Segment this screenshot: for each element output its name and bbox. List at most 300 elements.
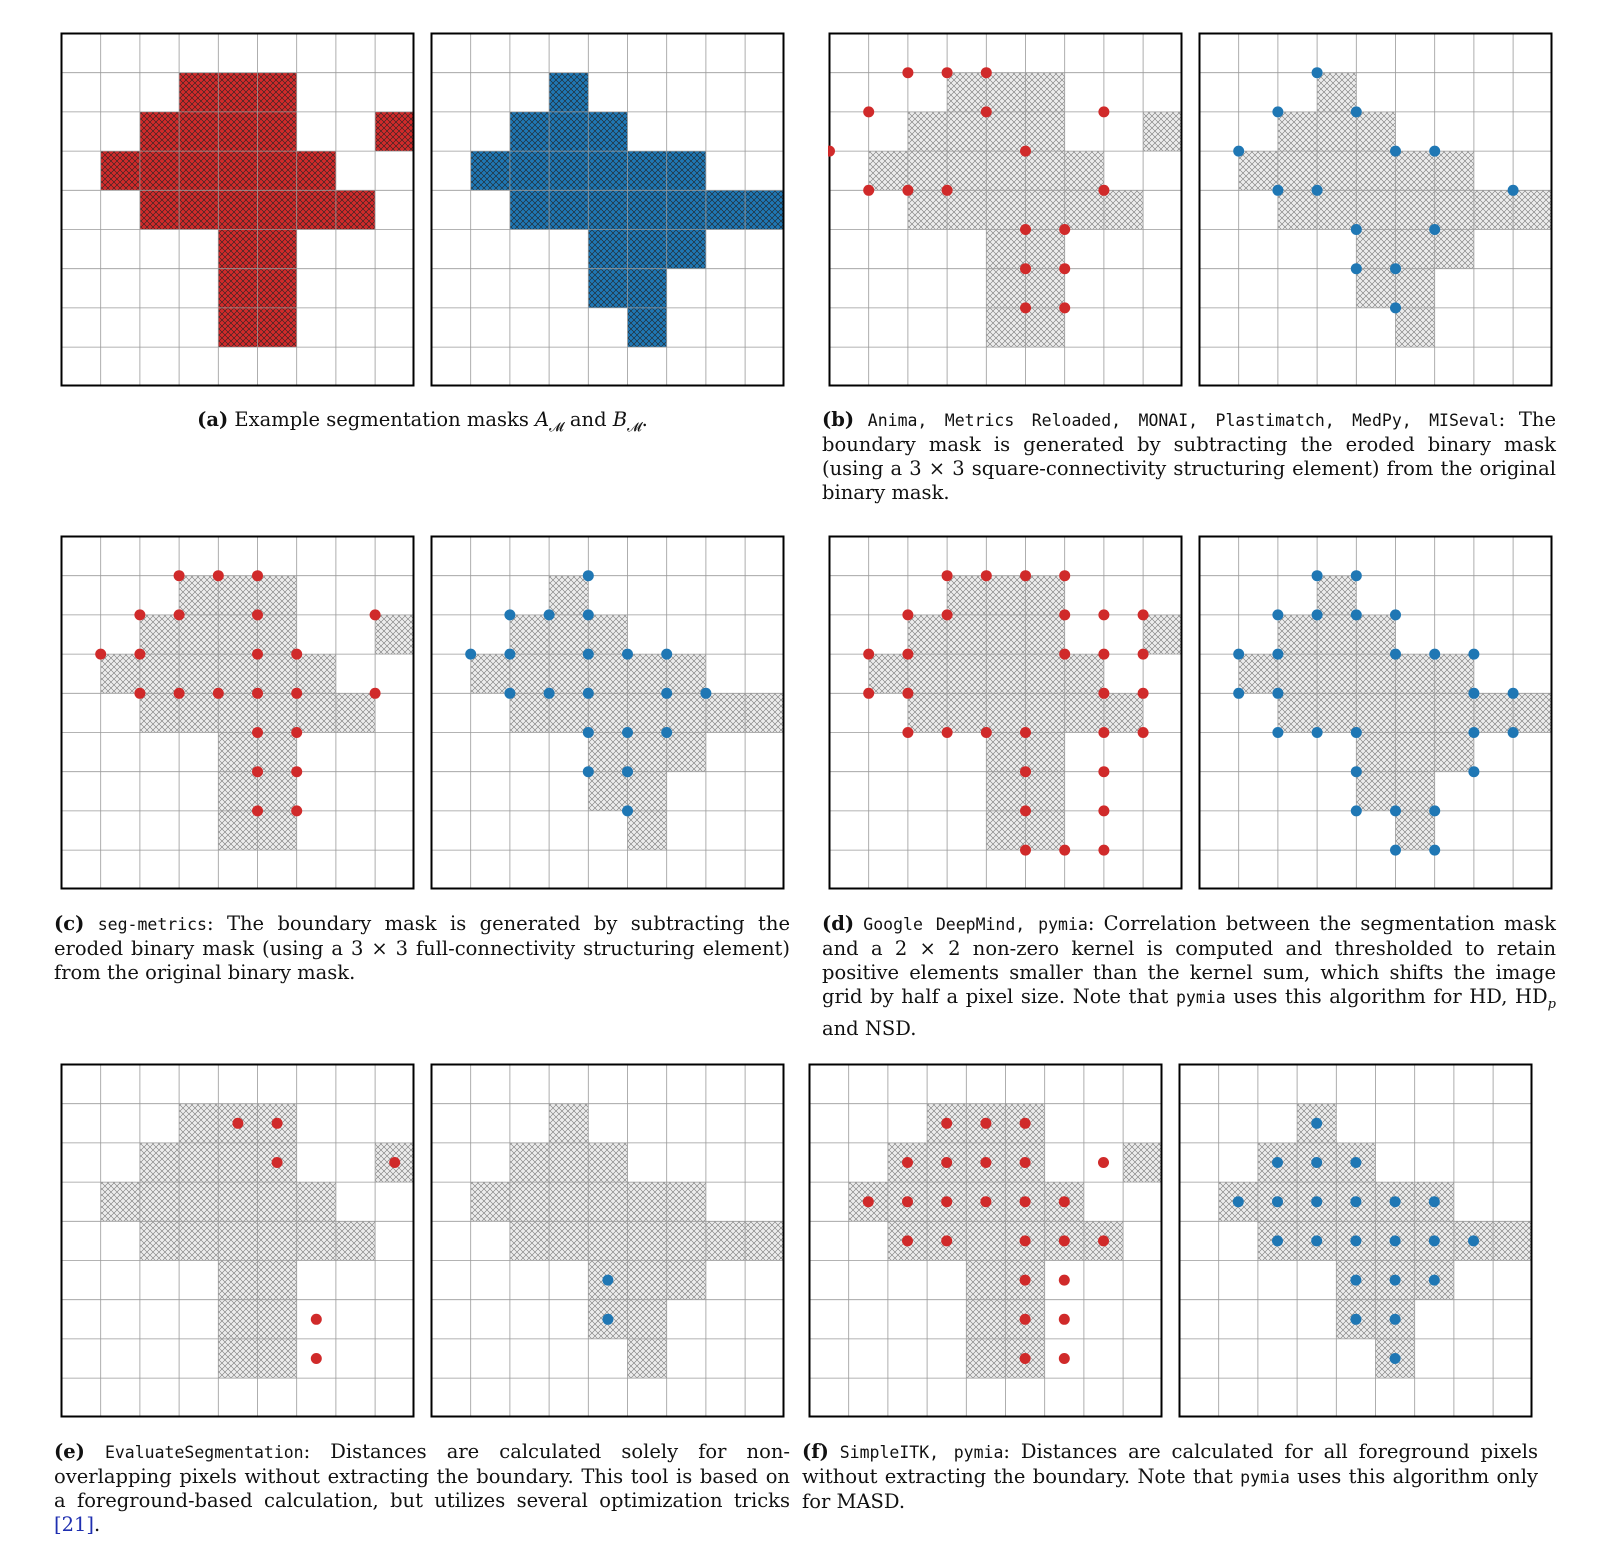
mask-cell bbox=[258, 1300, 297, 1339]
boundary-dot bbox=[902, 649, 913, 660]
mask-cell bbox=[258, 772, 297, 811]
mask-cell bbox=[179, 693, 218, 732]
mask-cell bbox=[140, 151, 179, 190]
boundary-dot bbox=[583, 688, 594, 699]
boundary-dot bbox=[863, 106, 874, 117]
boundary-dot bbox=[980, 1118, 991, 1129]
boundary-dot bbox=[1098, 1235, 1109, 1246]
mask-cell bbox=[908, 654, 947, 693]
boundary-dot bbox=[1272, 609, 1283, 620]
boundary-dot bbox=[1020, 727, 1031, 738]
boundary-dot bbox=[291, 688, 302, 699]
mask-cell bbox=[549, 693, 588, 732]
mask-cell bbox=[1435, 190, 1474, 229]
boundary-dot bbox=[622, 805, 633, 816]
mask-cell bbox=[549, 73, 588, 112]
boundary-dot bbox=[602, 1275, 613, 1286]
mask-cell bbox=[297, 151, 336, 190]
boundary-dot bbox=[1272, 1157, 1283, 1168]
mask-cell bbox=[218, 73, 257, 112]
boundary-dot bbox=[1098, 766, 1109, 777]
mask-cell bbox=[628, 693, 667, 732]
mask-cell bbox=[588, 269, 627, 308]
mask-cell bbox=[628, 811, 667, 850]
mask-cell bbox=[1065, 654, 1104, 693]
mask-cell bbox=[1026, 772, 1065, 811]
mask-cell bbox=[549, 1221, 588, 1260]
boundary-dot bbox=[981, 727, 992, 738]
mask-cell bbox=[588, 772, 627, 811]
boundary-dot bbox=[1468, 649, 1479, 660]
mask-cell bbox=[218, 811, 257, 850]
boundary-dot bbox=[1468, 766, 1479, 777]
mask-cell bbox=[375, 615, 414, 654]
boundary-dot bbox=[1020, 570, 1031, 581]
boundary-dot bbox=[252, 727, 263, 738]
mask-cell bbox=[1317, 112, 1356, 151]
boundary-dot bbox=[252, 649, 263, 660]
mask-cell bbox=[218, 230, 257, 269]
boundary-dot bbox=[174, 609, 185, 620]
mask-cell bbox=[986, 693, 1025, 732]
boundary-dot bbox=[583, 766, 594, 777]
mask-cell bbox=[908, 615, 947, 654]
mask-cell bbox=[258, 1221, 297, 1260]
mask-cell bbox=[1435, 693, 1474, 732]
mask-cell bbox=[1065, 693, 1104, 732]
boundary-dot bbox=[942, 609, 953, 620]
mask-cell bbox=[986, 811, 1025, 850]
mask-cell bbox=[1317, 576, 1356, 615]
mask-cell bbox=[471, 151, 510, 190]
mask-cell bbox=[947, 112, 986, 151]
mask-cell bbox=[218, 733, 257, 772]
mask-cell bbox=[588, 693, 627, 732]
mask-cell bbox=[471, 654, 510, 693]
mask-cell bbox=[947, 151, 986, 190]
mask-cell bbox=[667, 1221, 706, 1260]
boundary-dot bbox=[622, 649, 633, 660]
mask-cell bbox=[510, 693, 549, 732]
boundary-dot bbox=[1390, 1196, 1401, 1207]
mask-cell bbox=[1396, 654, 1435, 693]
mask-cell bbox=[1026, 654, 1065, 693]
mask-cell bbox=[588, 654, 627, 693]
mask-cell bbox=[1474, 190, 1513, 229]
boundary-dot bbox=[661, 727, 672, 738]
mask-cell bbox=[667, 190, 706, 229]
boundary-dot bbox=[272, 1157, 283, 1168]
mask-cell bbox=[1317, 693, 1356, 732]
mask-cell bbox=[140, 615, 179, 654]
boundary-dot bbox=[1390, 649, 1401, 660]
mask-cell bbox=[549, 1143, 588, 1182]
mask-cell bbox=[297, 1182, 336, 1221]
mask-cell bbox=[258, 811, 297, 850]
caption-f: (f) SimpleITK, pymia: Distances are calculated for all foreground pixels without extracting the boundary. Note that pymia uses this algorithm only for MASD. bbox=[802, 1440, 1538, 1513]
boundary-dot bbox=[1098, 649, 1109, 660]
boundary-dot bbox=[1020, 146, 1031, 157]
boundary-dot bbox=[1098, 805, 1109, 816]
caption-e: (e) EvaluateSegmentation: Distances are calculated solely for non-overlapping pixels without extracting the boundary. This tool is based on a foreground-based calculation, but utilizes several optimization tricks [21]. bbox=[54, 1440, 790, 1536]
mask-cell bbox=[588, 151, 627, 190]
boundary-dot bbox=[1351, 609, 1362, 620]
mask-cell bbox=[1356, 190, 1395, 229]
mask-cell bbox=[375, 112, 414, 151]
mask-cell bbox=[986, 733, 1025, 772]
boundary-dot bbox=[1059, 1353, 1070, 1364]
boundary-dot bbox=[1272, 1196, 1283, 1207]
boundary-dot bbox=[311, 1353, 322, 1364]
mask-cell bbox=[1278, 615, 1317, 654]
boundary-dot bbox=[504, 649, 515, 660]
boundary-dot bbox=[1098, 106, 1109, 117]
caption-a: (a) Example segmentation masks $A_𝓜$ and $B_𝓜$. bbox=[197, 408, 648, 435]
boundary-dot bbox=[1351, 106, 1362, 117]
boundary-dot bbox=[902, 1157, 913, 1168]
boundary-dot bbox=[1351, 805, 1362, 816]
mask-cell bbox=[258, 733, 297, 772]
boundary-dot bbox=[95, 649, 106, 660]
mask-cell bbox=[1317, 151, 1356, 190]
mask-cell bbox=[297, 654, 336, 693]
mask-cell bbox=[549, 112, 588, 151]
mask-cell bbox=[947, 615, 986, 654]
mask-cell bbox=[588, 1182, 627, 1221]
mask-cell bbox=[667, 230, 706, 269]
mask-cell bbox=[986, 73, 1025, 112]
boundary-dot bbox=[980, 1157, 991, 1168]
boundary-dot bbox=[622, 727, 633, 738]
mask-cell bbox=[549, 1182, 588, 1221]
boundary-dot bbox=[291, 727, 302, 738]
boundary-dot bbox=[291, 805, 302, 816]
boundary-dot bbox=[1098, 609, 1109, 620]
mask-cell bbox=[218, 190, 257, 229]
mask-cell bbox=[336, 693, 375, 732]
mask-cell bbox=[869, 151, 908, 190]
boundary-dot bbox=[1138, 649, 1149, 660]
mask-cell bbox=[218, 1221, 257, 1260]
boundary-dot bbox=[1020, 302, 1031, 313]
boundary-dot bbox=[1390, 263, 1401, 274]
boundary-dot bbox=[1468, 1235, 1479, 1246]
boundary-dot bbox=[1312, 67, 1323, 78]
mask-cell bbox=[1396, 693, 1435, 732]
mask-cell bbox=[258, 654, 297, 693]
boundary-b-panel-d bbox=[1198, 535, 1553, 890]
mask-cell bbox=[179, 1143, 218, 1182]
mask-cell bbox=[1026, 733, 1065, 772]
mask-cell bbox=[986, 151, 1025, 190]
mask-cell bbox=[510, 615, 549, 654]
boundary-dot bbox=[465, 649, 476, 660]
mask-cell bbox=[966, 1339, 1005, 1378]
mask-cell bbox=[1513, 693, 1552, 732]
boundary-dot bbox=[252, 570, 263, 581]
mask-cell bbox=[549, 190, 588, 229]
boundary-dot bbox=[252, 609, 263, 620]
boundary-dot bbox=[504, 688, 515, 699]
mask-cell bbox=[258, 112, 297, 151]
boundary-dot bbox=[942, 185, 953, 196]
mask-cell bbox=[510, 151, 549, 190]
mask-cell bbox=[628, 230, 667, 269]
mask-cell bbox=[258, 615, 297, 654]
mask-cell bbox=[510, 1221, 549, 1260]
boundary-dot bbox=[1020, 1314, 1031, 1325]
boundary-dot bbox=[1390, 146, 1401, 157]
boundary-dot bbox=[902, 185, 913, 196]
boundary-dot bbox=[272, 1118, 283, 1129]
mask-cell bbox=[179, 576, 218, 615]
boundary-dot bbox=[1390, 845, 1401, 856]
mask-cell bbox=[549, 576, 588, 615]
mask-cell bbox=[1493, 1221, 1532, 1260]
mask-cell bbox=[706, 1221, 745, 1260]
mask-cell bbox=[1026, 151, 1065, 190]
boundary-dot bbox=[981, 67, 992, 78]
mask-cell bbox=[908, 112, 947, 151]
boundary-dot bbox=[941, 1157, 952, 1168]
boundary-dot bbox=[1390, 302, 1401, 313]
mask-cell bbox=[179, 190, 218, 229]
mask-cell bbox=[745, 1221, 784, 1260]
mask-cell bbox=[908, 190, 947, 229]
mask-cell bbox=[336, 190, 375, 229]
boundary-dot bbox=[1390, 1314, 1401, 1325]
mask-cell bbox=[628, 733, 667, 772]
mask-cell bbox=[986, 230, 1025, 269]
mask-cell bbox=[336, 1221, 375, 1260]
mask-cell bbox=[745, 190, 784, 229]
mask-cell bbox=[588, 733, 627, 772]
mask-cell bbox=[258, 576, 297, 615]
mask-cell bbox=[179, 151, 218, 190]
mask-cell bbox=[966, 1261, 1005, 1300]
mask-cell bbox=[1026, 190, 1065, 229]
boundary-dot bbox=[902, 67, 913, 78]
mask-cell bbox=[297, 1221, 336, 1260]
mask-cell bbox=[258, 151, 297, 190]
boundary-dot bbox=[863, 649, 874, 660]
mask-cell bbox=[667, 1182, 706, 1221]
boundary-dot bbox=[1311, 1157, 1322, 1168]
boundary-dot bbox=[661, 649, 672, 660]
citation-link[interactable]: [21] bbox=[54, 1513, 95, 1536]
mask-cell bbox=[218, 615, 257, 654]
mask-cell bbox=[218, 654, 257, 693]
boundary-dot bbox=[1311, 1196, 1322, 1207]
mask-cell bbox=[1123, 1143, 1162, 1182]
mask-cell bbox=[1356, 112, 1395, 151]
boundary-dot bbox=[902, 727, 913, 738]
mask-cell bbox=[1435, 230, 1474, 269]
boundary-dot bbox=[1233, 146, 1244, 157]
mask-cell bbox=[1026, 269, 1065, 308]
boundary-dot bbox=[902, 1235, 913, 1246]
boundary-dot bbox=[583, 727, 594, 738]
boundary-dot bbox=[1390, 1275, 1401, 1286]
boundary-dot bbox=[252, 688, 263, 699]
mask-cell bbox=[588, 190, 627, 229]
boundary-dot bbox=[1429, 1275, 1440, 1286]
boundary-dot bbox=[1059, 1275, 1070, 1286]
mask-cell bbox=[179, 615, 218, 654]
boundary-dot bbox=[134, 609, 145, 620]
mask-cell bbox=[471, 1182, 510, 1221]
boundary-a-panel-c bbox=[60, 535, 415, 890]
mask-cell bbox=[966, 1300, 1005, 1339]
mask-cell bbox=[986, 308, 1025, 347]
mask-cell bbox=[1435, 733, 1474, 772]
mask-cell bbox=[1317, 615, 1356, 654]
boundary-dot bbox=[1233, 688, 1244, 699]
mask-cell bbox=[1396, 230, 1435, 269]
boundary-dot bbox=[1508, 185, 1519, 196]
mask-cell bbox=[1143, 112, 1182, 151]
mask-cell bbox=[986, 615, 1025, 654]
mask-cell bbox=[986, 576, 1025, 615]
boundary-dot bbox=[1390, 609, 1401, 620]
mask-cell bbox=[1026, 576, 1065, 615]
boundary-dot bbox=[1059, 609, 1070, 620]
mask-cell bbox=[1356, 654, 1395, 693]
boundary-dot bbox=[1350, 1275, 1361, 1286]
boundary-dot bbox=[1350, 1314, 1361, 1325]
mask-cell bbox=[218, 308, 257, 347]
boundary-dot bbox=[1351, 727, 1362, 738]
boundary-a-panel-d bbox=[828, 535, 1183, 890]
mask-cell bbox=[179, 73, 218, 112]
mask-cell bbox=[140, 654, 179, 693]
mask-cell bbox=[218, 693, 257, 732]
boundary-dot bbox=[174, 688, 185, 699]
boundary-dot bbox=[863, 688, 874, 699]
boundary-dot bbox=[1020, 224, 1031, 235]
mask-cell bbox=[628, 190, 667, 229]
mask-cell bbox=[1396, 811, 1435, 850]
boundary-dot bbox=[174, 570, 185, 581]
boundary-dot bbox=[1098, 688, 1109, 699]
mask-cell bbox=[179, 1104, 218, 1143]
boundary-dot bbox=[1312, 727, 1323, 738]
mask-cell bbox=[1356, 230, 1395, 269]
boundary-dot bbox=[1138, 609, 1149, 620]
caption-c: (c) seg-metrics: The boundary mask is generated by subtracting the eroded binary mask (using a 3 × 3 full-connectivity structuring element) from the original binary mask. bbox=[54, 912, 790, 984]
mask-cell bbox=[101, 151, 140, 190]
boundary-dot bbox=[1351, 224, 1362, 235]
boundary-dot bbox=[1429, 224, 1440, 235]
mask-cell bbox=[1356, 151, 1395, 190]
mask-cell bbox=[628, 308, 667, 347]
mask-cell bbox=[218, 772, 257, 811]
mask-cell bbox=[1278, 112, 1317, 151]
boundary-dot bbox=[1350, 1196, 1361, 1207]
mask-cell bbox=[1104, 190, 1143, 229]
mask-cell bbox=[1396, 269, 1435, 308]
mask-cell bbox=[588, 615, 627, 654]
mask-cell bbox=[1396, 151, 1435, 190]
mask-cell bbox=[628, 1261, 667, 1300]
mask-cell bbox=[1513, 190, 1552, 229]
boundary-dot bbox=[252, 805, 263, 816]
mask-cell bbox=[1356, 615, 1395, 654]
mask-cell bbox=[588, 230, 627, 269]
mask-cell bbox=[179, 654, 218, 693]
mask-cell bbox=[1435, 654, 1474, 693]
boundary-dot bbox=[863, 1196, 874, 1207]
mask-cell bbox=[908, 151, 947, 190]
boundary-dot bbox=[504, 609, 515, 620]
boundary-dot bbox=[544, 609, 555, 620]
mask-b-panel bbox=[430, 32, 785, 387]
boundary-dot bbox=[1098, 1157, 1109, 1168]
boundary-dot bbox=[941, 1118, 952, 1129]
boundary-dot bbox=[1272, 185, 1283, 196]
mask-cell bbox=[179, 1182, 218, 1221]
boundary-dot bbox=[1020, 1196, 1031, 1207]
boundary-dot bbox=[902, 1196, 913, 1207]
mask-cell bbox=[706, 190, 745, 229]
boundary-dot bbox=[389, 1157, 400, 1168]
boundary-dot bbox=[1020, 766, 1031, 777]
boundary-dot bbox=[311, 1314, 322, 1325]
boundary-dot bbox=[1312, 570, 1323, 581]
mask-cell bbox=[179, 112, 218, 151]
boundary-dot bbox=[134, 649, 145, 660]
boundary-dot bbox=[1429, 1196, 1440, 1207]
mask-cell bbox=[1065, 151, 1104, 190]
boundary-dot bbox=[1138, 727, 1149, 738]
boundary-dot bbox=[1059, 1196, 1070, 1207]
boundary-dot bbox=[1098, 845, 1109, 856]
mask-cell bbox=[628, 654, 667, 693]
boundary-b-panel-b bbox=[1198, 32, 1553, 387]
mask-cell bbox=[510, 1182, 549, 1221]
foreground-a-panel-f bbox=[808, 1063, 1163, 1418]
mask-cell bbox=[258, 269, 297, 308]
mask-cell bbox=[218, 269, 257, 308]
mask-cell bbox=[179, 1221, 218, 1260]
mask-cell bbox=[1239, 654, 1278, 693]
mask-cell bbox=[1356, 733, 1395, 772]
boundary-dot bbox=[213, 570, 224, 581]
boundary-dot bbox=[1272, 106, 1283, 117]
boundary-dot bbox=[1312, 609, 1323, 620]
boundary-dot bbox=[1020, 1275, 1031, 1286]
boundary-dot bbox=[622, 766, 633, 777]
boundary-dot bbox=[863, 185, 874, 196]
mask-cell bbox=[588, 112, 627, 151]
mask-cell bbox=[258, 230, 297, 269]
boundary-dot bbox=[1312, 185, 1323, 196]
boundary-dot bbox=[1059, 1314, 1070, 1325]
boundary-dot bbox=[1272, 688, 1283, 699]
mask-cell bbox=[510, 654, 549, 693]
mask-cell bbox=[140, 1182, 179, 1221]
boundary-dot bbox=[1020, 1353, 1031, 1364]
mask-cell bbox=[140, 112, 179, 151]
boundary-dot bbox=[583, 570, 594, 581]
mask-cell bbox=[986, 654, 1025, 693]
boundary-dot bbox=[942, 727, 953, 738]
mask-cell bbox=[588, 1221, 627, 1260]
boundary-dot bbox=[1059, 1235, 1070, 1246]
boundary-dot bbox=[583, 649, 594, 660]
mask-cell bbox=[947, 576, 986, 615]
boundary-dot bbox=[1233, 649, 1244, 660]
